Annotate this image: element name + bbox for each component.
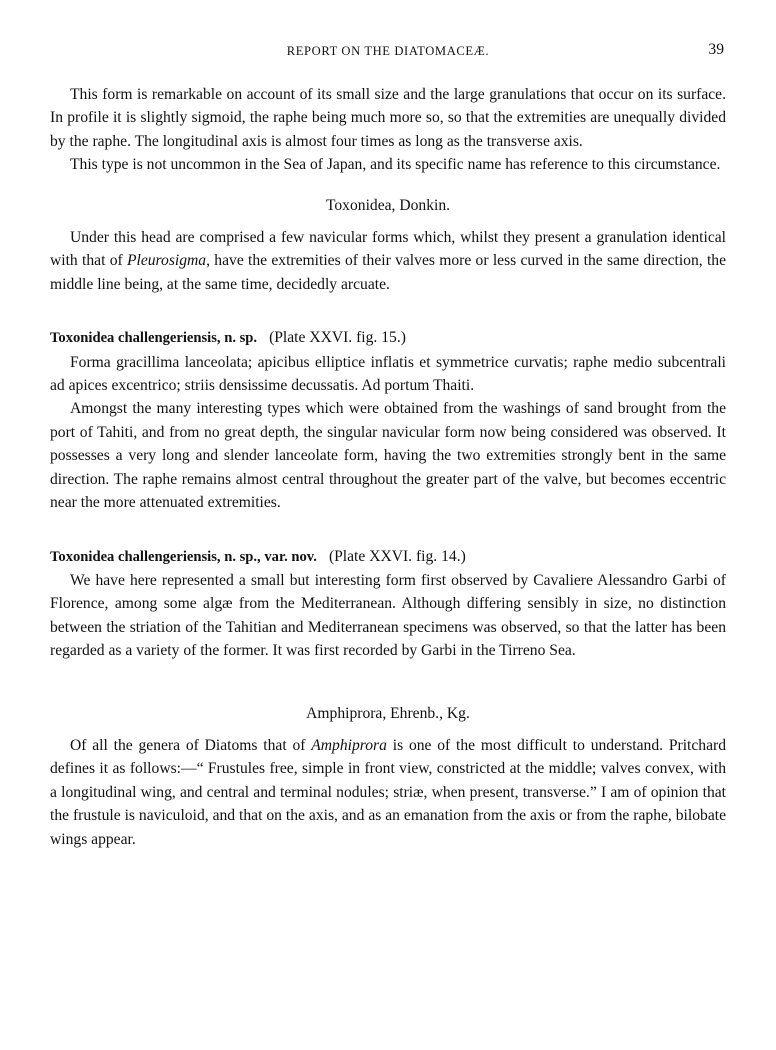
latin-diagnosis: Forma gracillima lanceolata; apicibus elliptice inflatis et symmetrice curvatis; raphe medio subcentrali ad apices excentrico; striis densissime decussatis. Ad portum Thaiti. — [50, 353, 726, 395]
spacer — [50, 296, 726, 310]
plate-reference: (Plate XXVI. fig. 14.) — [328, 547, 466, 565]
genus-amphiprora: Amphiprora — [311, 736, 387, 754]
page-body — [50, 83, 726, 851]
species-heading-challengeriensis — [50, 326, 726, 350]
paragraph-form-description: This form is remarkable on account of its small size and the large granulations that occur on its surface. In profile it is slightly sigmoid, the raphe being much more so, so that the extremities are unequally divided by the raphe. The longitudinal axis is almost four times as long as the transverse axis. — [50, 86, 726, 150]
paragraph-amphiprora — [50, 734, 726, 851]
species-name: Toxonidea challengeriensis, n. sp. — [50, 330, 258, 347]
intro-text-before: Under this head are comprised a few navicular forms which, whilst they present a granulation identical with that of — [50, 229, 726, 270]
amphiprora-text-before: Of all the genera of Diatoms that of — [70, 736, 312, 754]
page-header — [50, 40, 726, 64]
species-heading-variety — [50, 545, 726, 569]
spacer — [50, 515, 726, 529]
plate-reference: (Plate XXVI. fig. 15.) — [269, 329, 406, 347]
paragraph-garbi: We have here represented a small but interesting form first observed by Cavaliere Alessandro Garbi of Florence, among some algæ from the Mediterranean. Although differing sensibly in size, no distinction between the striation of the Tahitian and Mediterranean specimens was observed, so that the latter has been regarded as a variety of the former. It was first recorded by Garbi in the Tirreno Sea. — [50, 571, 726, 660]
intro-text-after: , have the extremities of their valves more or less curved in the same direction, the middle line being, at the same time, decidedly arcuate. — [50, 252, 726, 293]
spacer — [50, 663, 726, 685]
page-number: 39 — [708, 41, 724, 58]
running-title: REPORT ON THE DIATOMACEÆ. — [286, 44, 490, 58]
paragraph-tahiti: Amongst the many interesting types which were obtained from the washings of sand brought from the port of Tahiti, and from no great depth, the singular navicular form now being considered was observed. It possesses a very long and slender lanceolate form, having the two extremities strongly bent in the same direction. The raphe remains almost central throughout the greater part of the valve, but becomes eccentric near the more attenuated extremities. — [50, 400, 726, 512]
genus-pleurosigma: Pleurosigma — [126, 252, 207, 270]
species-name: Toxonidea challengeriensis, n. sp., var. nov. — [50, 548, 317, 565]
paragraph-toxonidea-intro — [50, 226, 726, 296]
amphiprora-text-after: is one of the most difficult to understand. Pritchard defines it as follows:—“ Frustules free, simple in front view, constricted at the middle; valves convex, with a longitudinal wing, and central and terminal nodules; striæ, when present, transverse.” I am of opinion that the frustule is naviculoid, and that on the axis, and as an emanation from the axis or from the raphe, bilobate wings appear. — [50, 736, 726, 848]
section-heading-amphiprora: Amphiprora, Ehrenb., Kg. — [306, 704, 470, 722]
section-heading-toxonidea: Toxonidea, Donkin. — [325, 196, 451, 214]
paragraph-japan: This type is not uncommon in the Sea of Japan, and its specific name has reference to this circumstance. — [70, 156, 721, 174]
